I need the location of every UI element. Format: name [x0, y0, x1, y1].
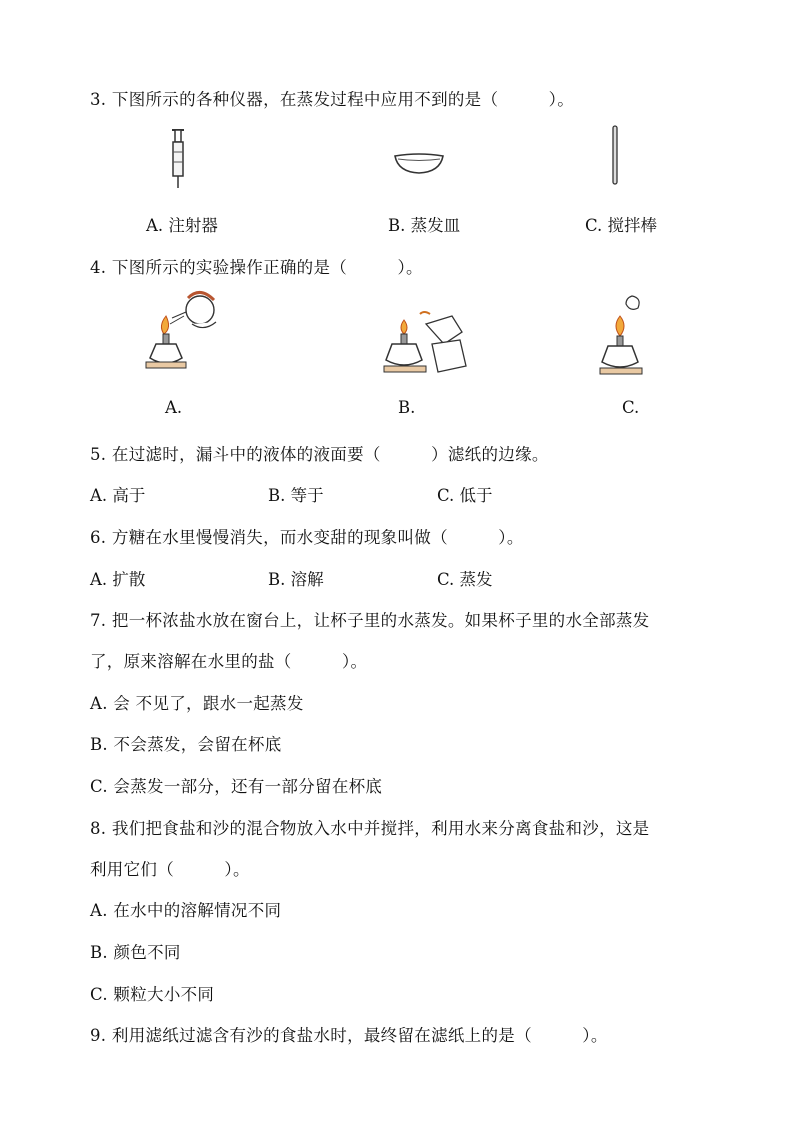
- q7-option-b: B. 不会蒸发，会留在杯底: [90, 735, 282, 754]
- q8-question-line1: 8. 我们把食盐和沙的混合物放入水中并搅拌，利用水来分离食盐和沙，这是: [90, 819, 650, 838]
- q5-option-b: B. 等于: [268, 486, 324, 505]
- evaporating-dish-figure: [392, 150, 446, 176]
- q7-option-c: C. 会蒸发一部分，还有一部分留在杯底: [90, 777, 383, 796]
- q4-option-c: C.: [622, 398, 640, 417]
- q3-question: 3. 下图所示的各种仪器，在蒸发过程中应用不到的是（ ）。: [90, 90, 575, 109]
- q9-question: 9. 利用滤纸过滤含有沙的食盐水时，最终留在滤纸上的是（ ）。: [90, 1026, 608, 1045]
- q5-question: 5. 在过滤时，漏斗中的液体的液面要（ ）滤纸的边缘。: [90, 445, 549, 464]
- q6-question: 6. 方糖在水里慢慢消失，而水变甜的现象叫做（ ）。: [90, 528, 524, 547]
- q8-option-b: B. 颜色不同: [90, 943, 181, 962]
- q5-option-a: A. 高于: [90, 486, 146, 505]
- lamp-lighting-from-lamp-figure: [380, 302, 476, 382]
- q7-question-line2: 了，原来溶解在水里的盐（ ）。: [90, 652, 368, 671]
- q3-option-c: C. 搅拌棒: [585, 216, 658, 235]
- q8-option-c: C. 颗粒大小不同: [90, 985, 215, 1004]
- q4-option-b: B.: [398, 398, 416, 417]
- q3-option-b: B. 蒸发皿: [388, 216, 461, 235]
- q3-option-a: A. 注射器: [146, 216, 218, 235]
- q8-question-line2: 利用它们（ ）。: [90, 860, 250, 879]
- stirring-rod-figure: [609, 124, 621, 186]
- q6-option-b: B. 溶解: [268, 570, 324, 589]
- q4-question: 4. 下图所示的实验操作正确的是（ ）。: [90, 258, 423, 277]
- q7-question-line1: 7. 把一杯浓盐水放在窗台上，让杯子里的水蒸发。如果杯子里的水全部蒸发: [90, 611, 650, 630]
- q8-option-a: A. 在水中的溶解情况不同: [90, 901, 282, 920]
- q6-option-a: A. 扩散: [90, 570, 146, 589]
- lamp-blowing-figure: [142, 284, 232, 380]
- q6-option-c: C. 蒸发: [437, 570, 493, 589]
- syringe-figure: [164, 126, 192, 190]
- q7-option-a: A. 会 不见了，跟水一起蒸发: [90, 694, 304, 713]
- lamp-capping-figure: [598, 292, 648, 382]
- q4-option-a: A.: [165, 398, 183, 417]
- q5-option-c: C. 低于: [437, 486, 493, 505]
